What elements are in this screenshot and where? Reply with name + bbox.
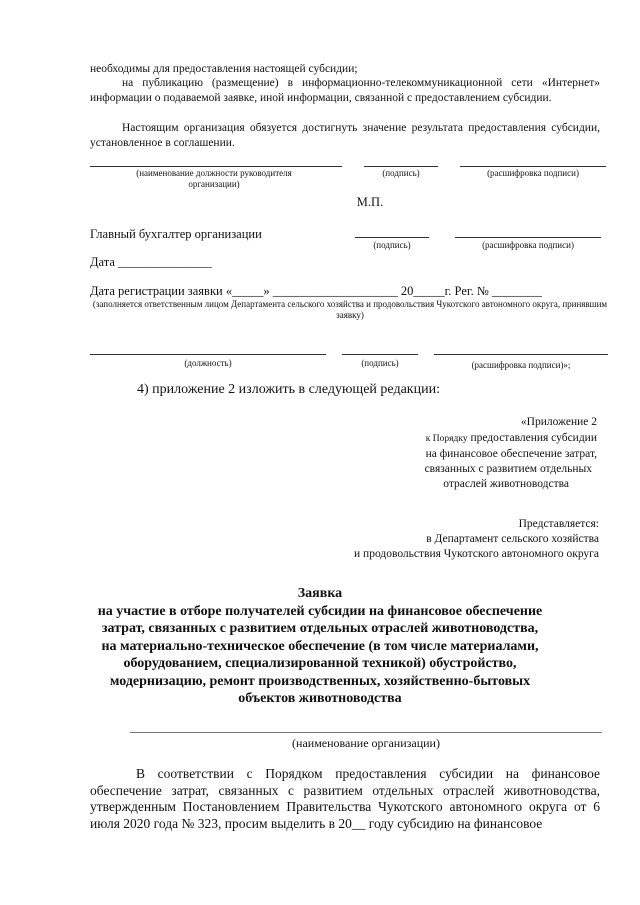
caption-head-position: (наименование должности руководителя организации)	[136, 168, 292, 189]
addressee-submitted: Представляется:	[518, 518, 599, 530]
appendix-procedure-rest: предоставления субсидии	[467, 432, 597, 444]
signature2-line-position	[90, 354, 326, 355]
caption2-decoding: (расшифровка подписи)»;	[471, 360, 571, 370]
organization-name-caption: (наименование организации)	[292, 736, 440, 750]
accountant-decoding-line	[455, 237, 601, 238]
title-line-3: затрат, связанных с развитием отдельных отраслей животноводства,	[101, 621, 539, 636]
signature-line-position	[90, 166, 342, 167]
stamp-place: М.П.	[356, 195, 384, 209]
registration-note: (заполняется ответственным лицом Департамента сельского хозяйства и продовольствия Чукотского автономного округа, принявшим заявку)	[92, 299, 608, 320]
appendix-title: «Приложение 2	[520, 416, 597, 428]
signature-line-decoding	[460, 166, 606, 167]
caption2-signature: (подпись)	[361, 358, 399, 368]
accountant-signature-line	[355, 237, 429, 238]
accountant-caption-decoding: (расшифровка подписи)	[482, 240, 574, 250]
application-title	[70, 585, 570, 708]
organization-name-line	[130, 732, 602, 733]
caption-decoding: (расшифровка подписи)	[487, 168, 579, 178]
addressee-department: в Департамент сельского хозяйства	[426, 533, 599, 545]
signature2-line-decoding	[434, 354, 608, 355]
body-paragraph-request: В соответствии с Порядком предоставления субсидии на финансовое обеспечение затрат, связанных с развитием отдельных отраслей животноводства, утвержденным Постановлением Правительства Чукотского автономного округа от 6 июля 2020 года № 323, просим выделить в 20__ году субсидию на финансовое	[90, 766, 600, 831]
paragraph-publication-consent: на публикацию (размещение) в информационно-телекоммуникационной сети «Интернет» информации о подаваемой заявке, иной информации, связанной с предоставлением субсидии.	[90, 77, 600, 104]
appendix-line-related: связанных с развитием отдельных	[424, 463, 592, 475]
signature-line-sign	[364, 166, 438, 167]
caption2-position: (должность)	[184, 358, 232, 368]
appendix-line-procedure	[340, 431, 597, 447]
title-line-7: объектов животноводства	[238, 691, 402, 706]
chief-accountant-label: Главный бухгалтер организации	[90, 227, 262, 241]
accountant-caption-signature: (подпись)	[373, 240, 411, 250]
appendix-line-livestock: отраслей животноводства	[443, 478, 569, 490]
text-line-necessary: необходимы для предоставления настоящей субсидии;	[90, 63, 358, 75]
title-line-2: на участие в отборе получателей субсидии на финансовое обеспечение	[97, 603, 543, 619]
date-field: Дата _______________	[90, 255, 212, 269]
addressee-department-cont: и продовольствия Чукотского автономного округа	[354, 548, 599, 560]
title-line-5: оборудованием, специализированной техникой) обустройство,	[123, 656, 517, 671]
caption-signature: (подпись)	[382, 168, 420, 178]
title-line-4: на материально-техническое обеспечение (в том числе материалами,	[101, 638, 539, 654]
signature2-line-sign	[342, 354, 418, 355]
paragraph-result-obligation: Настоящим организация обязуется достигнуть значение результата предоставления субсидии, установленное в соглашении.	[90, 122, 600, 149]
appendix-line-financing: на финансовое обеспечение затрат,	[425, 448, 597, 460]
appendix-procedure-small: к Порядку	[425, 434, 468, 444]
title-line-6: модернизацию, ремонт производственных, хозяйственно-бытовых	[109, 673, 531, 689]
item-4-amendment: 4) приложение 2 изложить в следующей редакции:	[137, 382, 440, 397]
title-line-1: Заявка	[297, 586, 343, 601]
registration-date-line: Дата регистрации заявки «_____» ____________________ 20_____г. Рег. № ________	[90, 284, 542, 298]
